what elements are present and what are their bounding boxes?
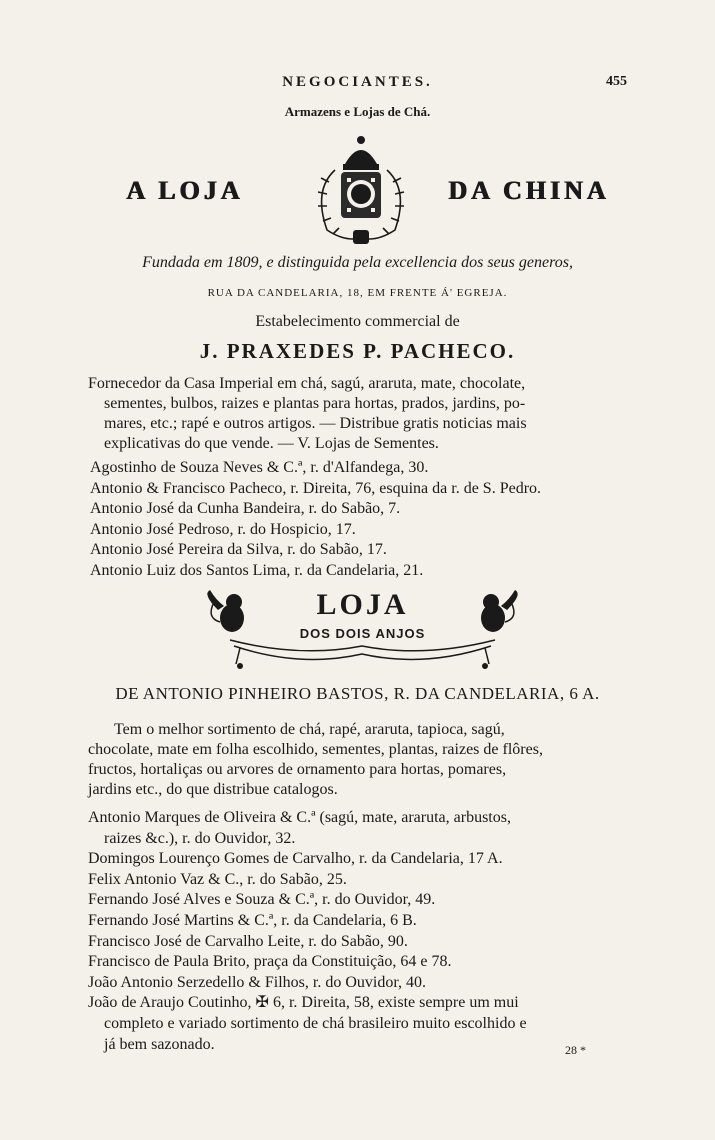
loja-china-description: [88, 374, 527, 454]
signature-mark: 28 *: [565, 1043, 586, 1057]
list-item: raizes &c.), r. do Ouvidor, 32.: [104, 829, 296, 847]
list-item: Antonio José Pedroso, r. do Hospicio, 17.: [90, 520, 356, 538]
description-line: sementes, bulbos, raizes e plantas para hortas, prados, jardins, po-: [104, 395, 526, 412]
list-item: Agostinho de Souza Neves & C.ª, r. d'Alfandega, 30.: [90, 459, 429, 476]
list-item: Antonio José da Cunha Bandeira, r. do Sabão, 7.: [90, 500, 401, 518]
loja-title-left: A LOJA: [126, 176, 244, 205]
merchant-list-2: [88, 808, 527, 1055]
description-line: fructos, hortaliças ou arvores de ornamento para hortas, pomares,: [88, 761, 507, 778]
description-line: mares, etc.; rapé e outros artigos. — Distribue gratis noticias mais: [104, 415, 527, 432]
list-item: Antonio José Pereira da Silva, r. do Sabão, 17.: [90, 541, 387, 559]
list-item: Antonio & Francisco Pacheco, r. Direita, 76, esquina da r. de S. Pedro.: [90, 479, 542, 497]
dois-anjos-address: DE ANTONIO PINHEIRO BASTOS, R. DA CANDELARIA, 6 A.: [115, 684, 600, 703]
description-line: jardins etc., do que distribue catalogos.: [88, 781, 338, 798]
imperial-crown-crest-icon: [305, 130, 417, 250]
description-line: Tem o melhor sortimento de chá, rapé, araruta, tapioca, sagú,: [114, 721, 505, 738]
merchant-list-1: [90, 458, 541, 582]
description-line: Fornecedor da Casa Imperial em chá, sagú, araruta, mate, chocolate,: [88, 375, 526, 392]
owner-name: J. PRAXEDES P. PACHECO.: [199, 339, 516, 363]
loja-title-right: DA CHINA: [448, 176, 610, 205]
description-line: chocolate, mate em folha escolhido, sementes, plantas, raizes de flôres,: [88, 741, 543, 758]
list-item: João Antonio Serzedello & Filhos, r. do Ouvidor, 40.: [88, 973, 427, 991]
list-item: João de Araujo Coutinho, ✠ 6, r. Direita, 58, existe sempre um mui: [88, 994, 519, 1012]
list-item: Fernando José Martins & C.ª, r. da Candelaria, 6 B.: [88, 911, 417, 929]
list-item: Francisco de Paula Brito, praça da Constituição, 64 e 78.: [88, 953, 452, 971]
list-item: Fernando José Alves e Souza & C.ª, r. do Ouvidor, 49.: [88, 891, 436, 909]
dois-anjos-banner: [200, 588, 525, 670]
list-item: Antonio Luiz dos Santos Lima, r. da Candelaria, 21.: [90, 561, 424, 579]
dois-anjos-description: [88, 720, 543, 800]
banner-subtitle: DOS DOIS ANJOS: [299, 626, 426, 641]
banner-title: LOJA: [316, 588, 409, 621]
list-item: Felix Antonio Vaz & C., r. do Sabão, 25.: [88, 870, 347, 888]
description-line: explicativas do que vende. — V. Lojas de Sementes.: [104, 435, 439, 452]
list-item: Antonio Marques de Oliveira & C.ª (sagú, mate, araruta, arbustos,: [88, 809, 511, 826]
section-subtitle: Armazens e Lojas de Chá.: [284, 104, 431, 119]
founded-statement: Fundada em 1809, e distinguida pela excellencia dos seus generos,: [142, 254, 573, 271]
page-section-title: NEGOCIANTES.: [282, 74, 433, 90]
list-item: Francisco José de Carvalho Leite, r. do Sabão, 90.: [88, 932, 408, 950]
list-item: Domingos Lourenço Gomes de Carvalho, r. da Candelaria, 17 A.: [88, 850, 503, 868]
establishment-label: Estabelecimento commercial de: [255, 313, 460, 330]
list-item: já bem sazonado.: [104, 1035, 215, 1053]
page-number: 455: [606, 74, 627, 89]
list-item: completo e variado sortimento de chá brasileiro muito escolhido e: [104, 1014, 527, 1032]
loja-china-address: RUA DA CANDELARIA, 18, EM FRENTE Á' EGREJA.: [207, 287, 508, 299]
